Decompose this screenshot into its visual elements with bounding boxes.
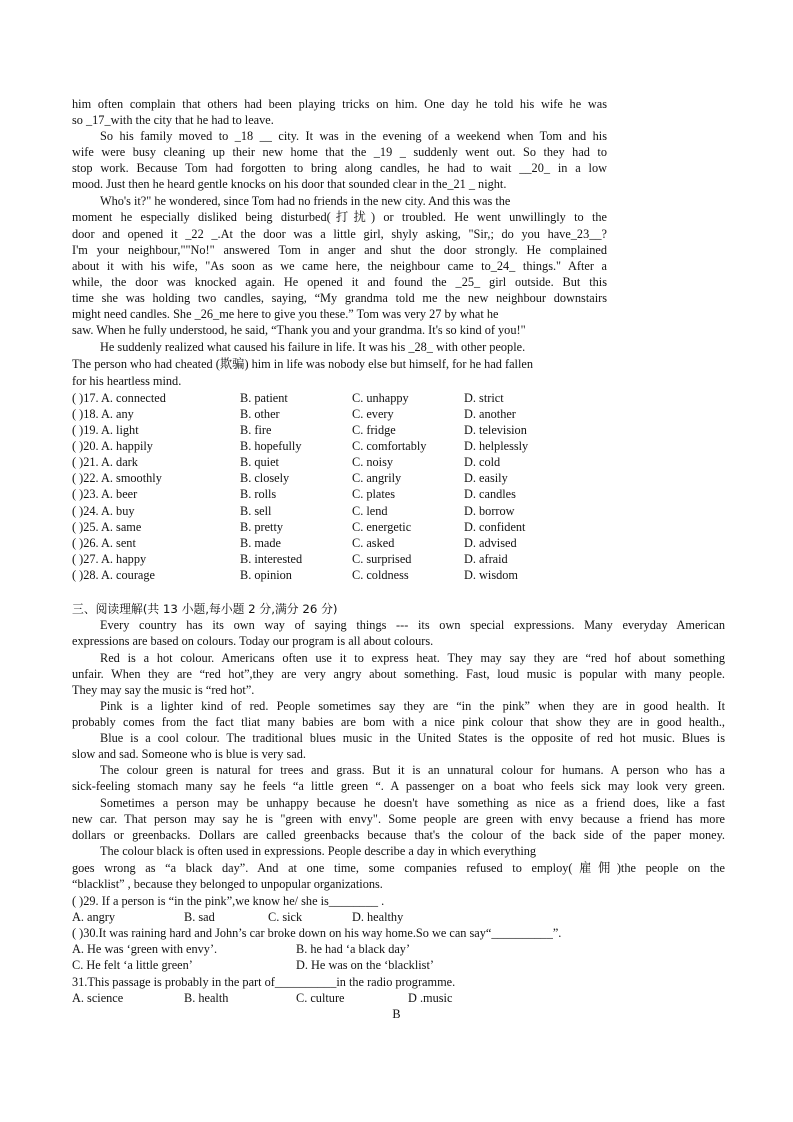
passage-line: while, the door was knocked again. He opened it and found the _25_ girl outside. But this	[72, 275, 607, 289]
option-c: C. comfortably	[352, 439, 427, 453]
option-b: B. patient	[240, 391, 288, 405]
option-stem: ( )26. A. sent	[72, 536, 136, 550]
option-c: C. noisy	[352, 455, 393, 469]
passage-line: “blacklist” , because they belonged to unpopular organizations.	[72, 877, 383, 891]
q31-option-c: C. culture	[296, 991, 345, 1005]
q29-option-b: B. sad	[184, 910, 215, 924]
passage-line: unfair. When they are “red hot”,they are very angry about something. Fast, loud music is popular with many people.	[72, 667, 725, 681]
passage-line: dollars or greenbacks. Dollars are called greenbacks because that's the colour of the back side of the paper money.	[72, 828, 725, 842]
option-d: D. helplessly	[464, 439, 529, 453]
option-b: B. opinion	[240, 568, 292, 582]
option-b: B. hopefully	[240, 439, 302, 453]
passage-line: I'm your neighbour,""No!" answered Tom in anger and shut the door strongly. He complained	[72, 243, 607, 257]
option-d: D. confident	[464, 520, 526, 534]
passage-line: The colour black is often used in expressions. People describe a day in which everything	[100, 844, 537, 858]
passage-line: Blue is a cool colour. The traditional blues music in the United States is the opposite of red hot music. Blues is	[100, 731, 725, 745]
option-d: D. advised	[464, 536, 517, 550]
option-b: B. other	[240, 407, 280, 421]
option-stem: ( )20. A. happily	[72, 439, 153, 453]
option-c: C. energetic	[352, 520, 412, 534]
option-stem: ( )25. A. same	[72, 520, 142, 534]
option-b: B. closely	[240, 471, 290, 485]
passage-line: Red is a hot colour. Americans often use it to express heat. They may say they are “red hof about something	[100, 651, 725, 665]
option-stem: ( )23. A. beer	[72, 487, 138, 501]
passage-line: So his family moved to _18 __ city. It was in the evening of a weekend when Tom and his	[100, 129, 607, 143]
option-b: B. quiet	[240, 455, 279, 469]
q31-option-d: D .music	[408, 991, 453, 1005]
question-29: ( )29. If a person is “in the pink”,we know he/ she is________ .	[72, 894, 385, 908]
option-d: D. borrow	[464, 504, 515, 518]
passage-line: slow and sad. Someone who is blue is very sad.	[72, 747, 306, 761]
passage-line: Every country has its own way of saying things --- its own special expressions. Many everyday American	[100, 618, 725, 632]
option-stem: ( )19. A. light	[72, 423, 139, 437]
q29-option-a: A. angry	[72, 910, 116, 924]
passage-line: wife were busy cleaning up their new home that the _19 _ suddenly went out. So they had to	[72, 145, 607, 159]
passage-line: They may say the music is “red hot”.	[72, 683, 255, 697]
option-d: D. strict	[464, 391, 504, 405]
option-d: D. candles	[464, 487, 516, 501]
passage-line: expressions are based on colours. Today our program is all about colours.	[72, 634, 434, 648]
passage-line: He suddenly realized what caused his failure in life. It was his _28_ with other people.	[100, 340, 526, 354]
option-b: B. interested	[240, 552, 303, 566]
q30-option-b: B. he had ‘a black day’	[296, 942, 411, 956]
q30-option-a: A. He was ‘green with envy’.	[72, 942, 218, 956]
option-b: B. made	[240, 536, 281, 550]
passage-line: so _17_with the city that he had to leave.	[72, 113, 274, 127]
passage-line: him often complain that others had been playing tricks on him. One day he told his wife he was	[72, 97, 607, 111]
q30-option-d: D. He was on the ‘blacklist’	[296, 958, 434, 972]
option-d: D. television	[464, 423, 527, 437]
option-c: C. every	[352, 407, 394, 421]
passage-line: mood. Just then he heard gentle knocks on his door that sounded clear in the_21 _ night.	[72, 177, 507, 191]
option-c: C. angrily	[352, 471, 402, 485]
option-c: C. fridge	[352, 423, 396, 437]
option-b: B. sell	[240, 504, 272, 518]
section-heading: 三、阅读理解(共 13 小题,每小题 2 分,满分 26 分)	[72, 602, 338, 616]
passage-line: The colour green is natural for trees and grass. But it is an unnatural colour for humans. A person who has a	[100, 763, 725, 777]
option-stem: ( )21. A. dark	[72, 455, 138, 469]
passage-line: Pink is a lighter kind of red. People sometimes say they are “in the pink” when they are in good health. It	[100, 699, 725, 713]
section-b-label: B	[392, 1007, 401, 1021]
passage-line: Who's it?" he wondered, since Tom had no friends in the new city. And this was the	[100, 194, 511, 208]
option-c: C. lend	[352, 504, 388, 518]
option-c: C. asked	[352, 536, 395, 550]
q29-option-d: D. healthy	[352, 910, 404, 924]
passage-line: moment he especially disliked being disturbed(打扰) or troubled. He went unwillingly to the	[72, 210, 607, 224]
passage-line: probably comes from the fact tliat many babies are bom with a nice pink colour that show they are in good health.,	[72, 715, 725, 729]
passage-line: new car. That person may say he is "green with envy". Some people are green with envy because a friend has more	[72, 812, 725, 826]
option-c: C. unhappy	[352, 391, 409, 405]
passage-line: about it with his wife, "As soon as we came here, the neighbour came to_24_ things." After a	[72, 259, 607, 273]
option-b: B. fire	[240, 423, 272, 437]
option-b: B. rolls	[240, 487, 277, 501]
q30-option-c: C. He felt ‘a little green’	[72, 958, 193, 972]
passage-line: time she was holding two candles, saying, “My grandma told me the new neighbour downstairs	[72, 291, 607, 305]
passage-line: might need candles. She _26_me here to give you these.” Tom was very 27 by what he	[72, 307, 499, 321]
question-31: 31.This passage is probably in the part of__________in the radio programme.	[72, 975, 456, 989]
passage-line: The person who had cheated (欺骗) him in life was nobody else but himself, for he had fallen	[72, 357, 534, 371]
option-d: D. easily	[464, 471, 508, 485]
option-d: D. afraid	[464, 552, 508, 566]
q29-option-c: C. sick	[268, 910, 303, 924]
passage-line: door and opened it _22 _.At the door was a little girl, shyly asking, "Sir,; do you have_23__?	[72, 227, 607, 241]
option-c: C. plates	[352, 487, 396, 501]
option-c: C. coldness	[352, 568, 409, 582]
passage-line: stop work. Because Tom had forgotten to bring along candles, he had to wait __20_ in a low	[72, 161, 607, 175]
q31-option-b: B. health	[184, 991, 229, 1005]
option-d: D. wisdom	[464, 568, 518, 582]
option-stem: ( )28. A. courage	[72, 568, 155, 582]
option-d: D. another	[464, 407, 516, 421]
passage-line: sick-feeling stomach many say he feels “a little green “. A passenger on a boat who feels sick may look very green.	[72, 779, 725, 793]
option-c: C. surprised	[352, 552, 412, 566]
option-stem: ( )24. A. buy	[72, 504, 135, 518]
option-stem: ( )27. A. happy	[72, 552, 147, 566]
passage-line: Sometimes a person may be unhappy because he doesn't have something as nice as a friend does, like a fast	[100, 796, 725, 810]
q31-option-a: A. science	[72, 991, 124, 1005]
option-stem: ( )22. A. smoothly	[72, 471, 162, 485]
option-d: D. cold	[464, 455, 501, 469]
question-30: ( )30.It was raining hard and John’s car broke down on his way home.So we can say“__________”.	[72, 926, 562, 940]
option-stem: ( )17. A. connected	[72, 391, 166, 405]
passage-line: for his heartless mind.	[72, 374, 182, 388]
passage-line: goes wrong as “a black day”. And at one time, some companies refused to employ(雇佣)the people on the	[72, 861, 725, 875]
option-b: B. pretty	[240, 520, 284, 534]
option-stem: ( )18. A. any	[72, 407, 134, 421]
passage-line: saw. When he fully understood, he said, “Thank you and your grandma. It's so kind of you!"	[72, 323, 526, 337]
